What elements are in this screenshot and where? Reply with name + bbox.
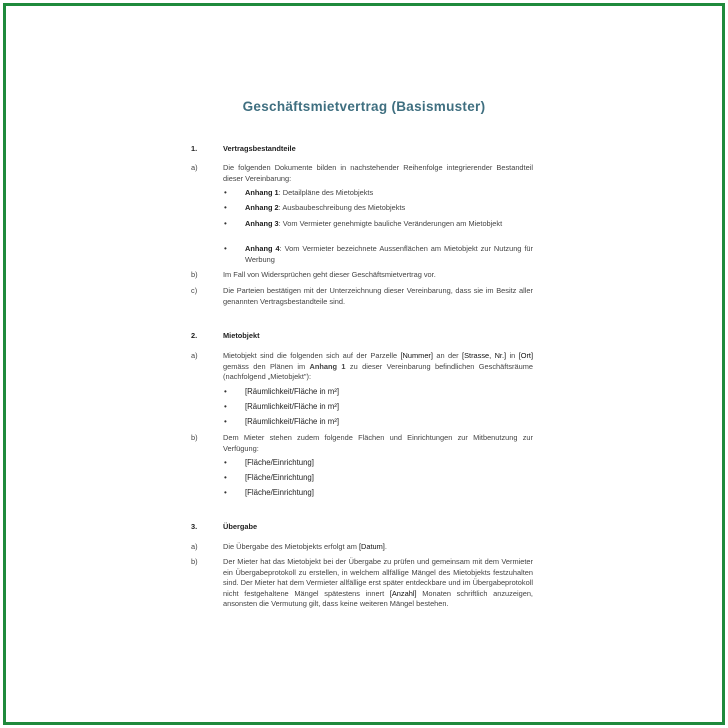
section-1-c-label: c) <box>191 286 198 295</box>
bullet: • <box>224 473 227 482</box>
placeholder-count: [Anzahl] <box>389 588 417 598</box>
placeholder-street: [Strasse, Nr.] <box>462 351 507 360</box>
section-2-b-label: b) <box>191 433 198 442</box>
section-1-b-text: Im Fall von Widersprüchen geht dieser Geschäftsmietvertrag vor. <box>223 270 436 279</box>
bullet: • <box>224 244 227 253</box>
annex-reference: Anhang 1 <box>309 361 346 371</box>
section-2-b-text: Dem Mieter stehen zudem folgende Flächen und Einrichtungen zur Mitbenutzung zur Verfügung: <box>223 433 533 453</box>
annex-text: : Vom Vermieter genehmigte bauliche Veränderungen am Mietobjekt <box>278 219 503 228</box>
section-1-title: Vertragsbestandteile <box>223 144 296 153</box>
section-3-b-label: b) <box>191 557 198 566</box>
text-run: . <box>384 542 387 551</box>
facility-placeholder: [Fläche/Einrichtung] <box>245 488 314 497</box>
annex-name: Anhang 4 <box>245 244 280 253</box>
section-3-a-text <box>223 542 533 553</box>
section-2-a-text <box>223 351 533 383</box>
text-run: zu dieser Vereinbarung befindlichen Geschäftsräume (nachfolgend „Mietobjekt"): <box>223 361 534 382</box>
annex-1-item <box>245 188 533 199</box>
annex-2-item <box>245 203 533 214</box>
room-placeholder: [Räumlichkeit/Fläche in m²] <box>245 402 340 411</box>
text-run: an der <box>432 351 463 360</box>
bullet: • <box>224 203 227 212</box>
facility-placeholder: [Fläche/Einrichtung] <box>245 458 314 467</box>
text-run: Mietobjekt sind die folgenden sich auf der Parzelle <box>223 351 401 360</box>
text-run: in <box>506 351 519 360</box>
text-run: Der Mieter hat das Mietobjekt bei der Übergabe zu prüfen und gemeinsam mit dem Vermieter ein Übergabeprotokoll zu erstellen, in welchem allfällige Mängel des Mietobjekts festzuhalten sind. Der Mieter hat dem Vermieter allfällige erst später entdeckbare und im Übergabeprotokoll nicht festgehaltene Mängel spätestens innert <box>223 557 533 598</box>
document-page <box>6 6 722 722</box>
placeholder-place: [Ort] <box>518 351 534 360</box>
bullet: • <box>224 458 227 467</box>
annex-4-item <box>245 244 533 265</box>
placeholder-date: [Datum] <box>358 542 385 551</box>
section-1-a-label: a) <box>191 163 198 172</box>
annex-name: Anhang 2 <box>245 203 279 212</box>
section-2-title: Mietobjekt <box>223 331 260 340</box>
section-1-b-label: b) <box>191 270 198 279</box>
facility-placeholder: [Fläche/Einrichtung] <box>245 473 314 482</box>
section-3-number: 3. <box>191 522 198 531</box>
room-placeholder: [Räumlichkeit/Fläche in m²] <box>245 417 340 426</box>
bullet: • <box>224 219 227 228</box>
bullet: • <box>224 417 227 426</box>
page-frame <box>3 3 725 725</box>
section-3-title: Übergabe <box>223 522 258 531</box>
text-run: Monaten schriftlich anzuzeigen, ansonsten die Vermutung gilt, dass keine weiteren Mängel bestehen. <box>223 588 533 609</box>
annex-text: : Ausbaubeschreibung des Mietobjekts <box>278 203 406 212</box>
text-run: Die Übergabe des Mietobjekts erfolgt am <box>223 542 359 551</box>
section-3-a-label: a) <box>191 542 198 551</box>
bullet: • <box>224 488 227 497</box>
section-1-c-text: Die Parteien bestätigen mit der Unterzeichnung dieser Vereinbarung, dass sie im Besitz aller genannten Vertragsbestandteile sind. <box>223 286 533 306</box>
bullet: • <box>224 402 227 411</box>
room-placeholder: [Räumlichkeit/Fläche in m²] <box>245 387 340 396</box>
section-1-a-text: Die folgenden Dokumente bilden in nachstehender Reihenfolge integrierender Bestandteil dieser Vereinbarung: <box>223 163 533 183</box>
bullet: • <box>224 188 227 197</box>
annex-text: : Detailpläne des Mietobjekts <box>278 188 374 197</box>
section-2-number: 2. <box>191 331 198 340</box>
bullet: • <box>224 387 227 396</box>
annex-name: Anhang 1 <box>245 188 279 197</box>
section-2-a-label: a) <box>191 351 198 360</box>
section-3-b-text <box>223 557 533 610</box>
annex-name: Anhang 3 <box>245 219 279 228</box>
document-title: Geschäftsmietvertrag (Basismuster) <box>242 99 486 114</box>
placeholder-parcel-number: [Nummer] <box>400 351 433 360</box>
annex-text: : Vom Vermieter bezeichnete Aussenflächen am Mietobjekt zur Nutzung für Werbung <box>245 244 533 264</box>
annex-3-item <box>245 219 533 230</box>
section-1-number: 1. <box>191 144 198 153</box>
text-run: gemäss den Plänen im <box>223 361 310 371</box>
